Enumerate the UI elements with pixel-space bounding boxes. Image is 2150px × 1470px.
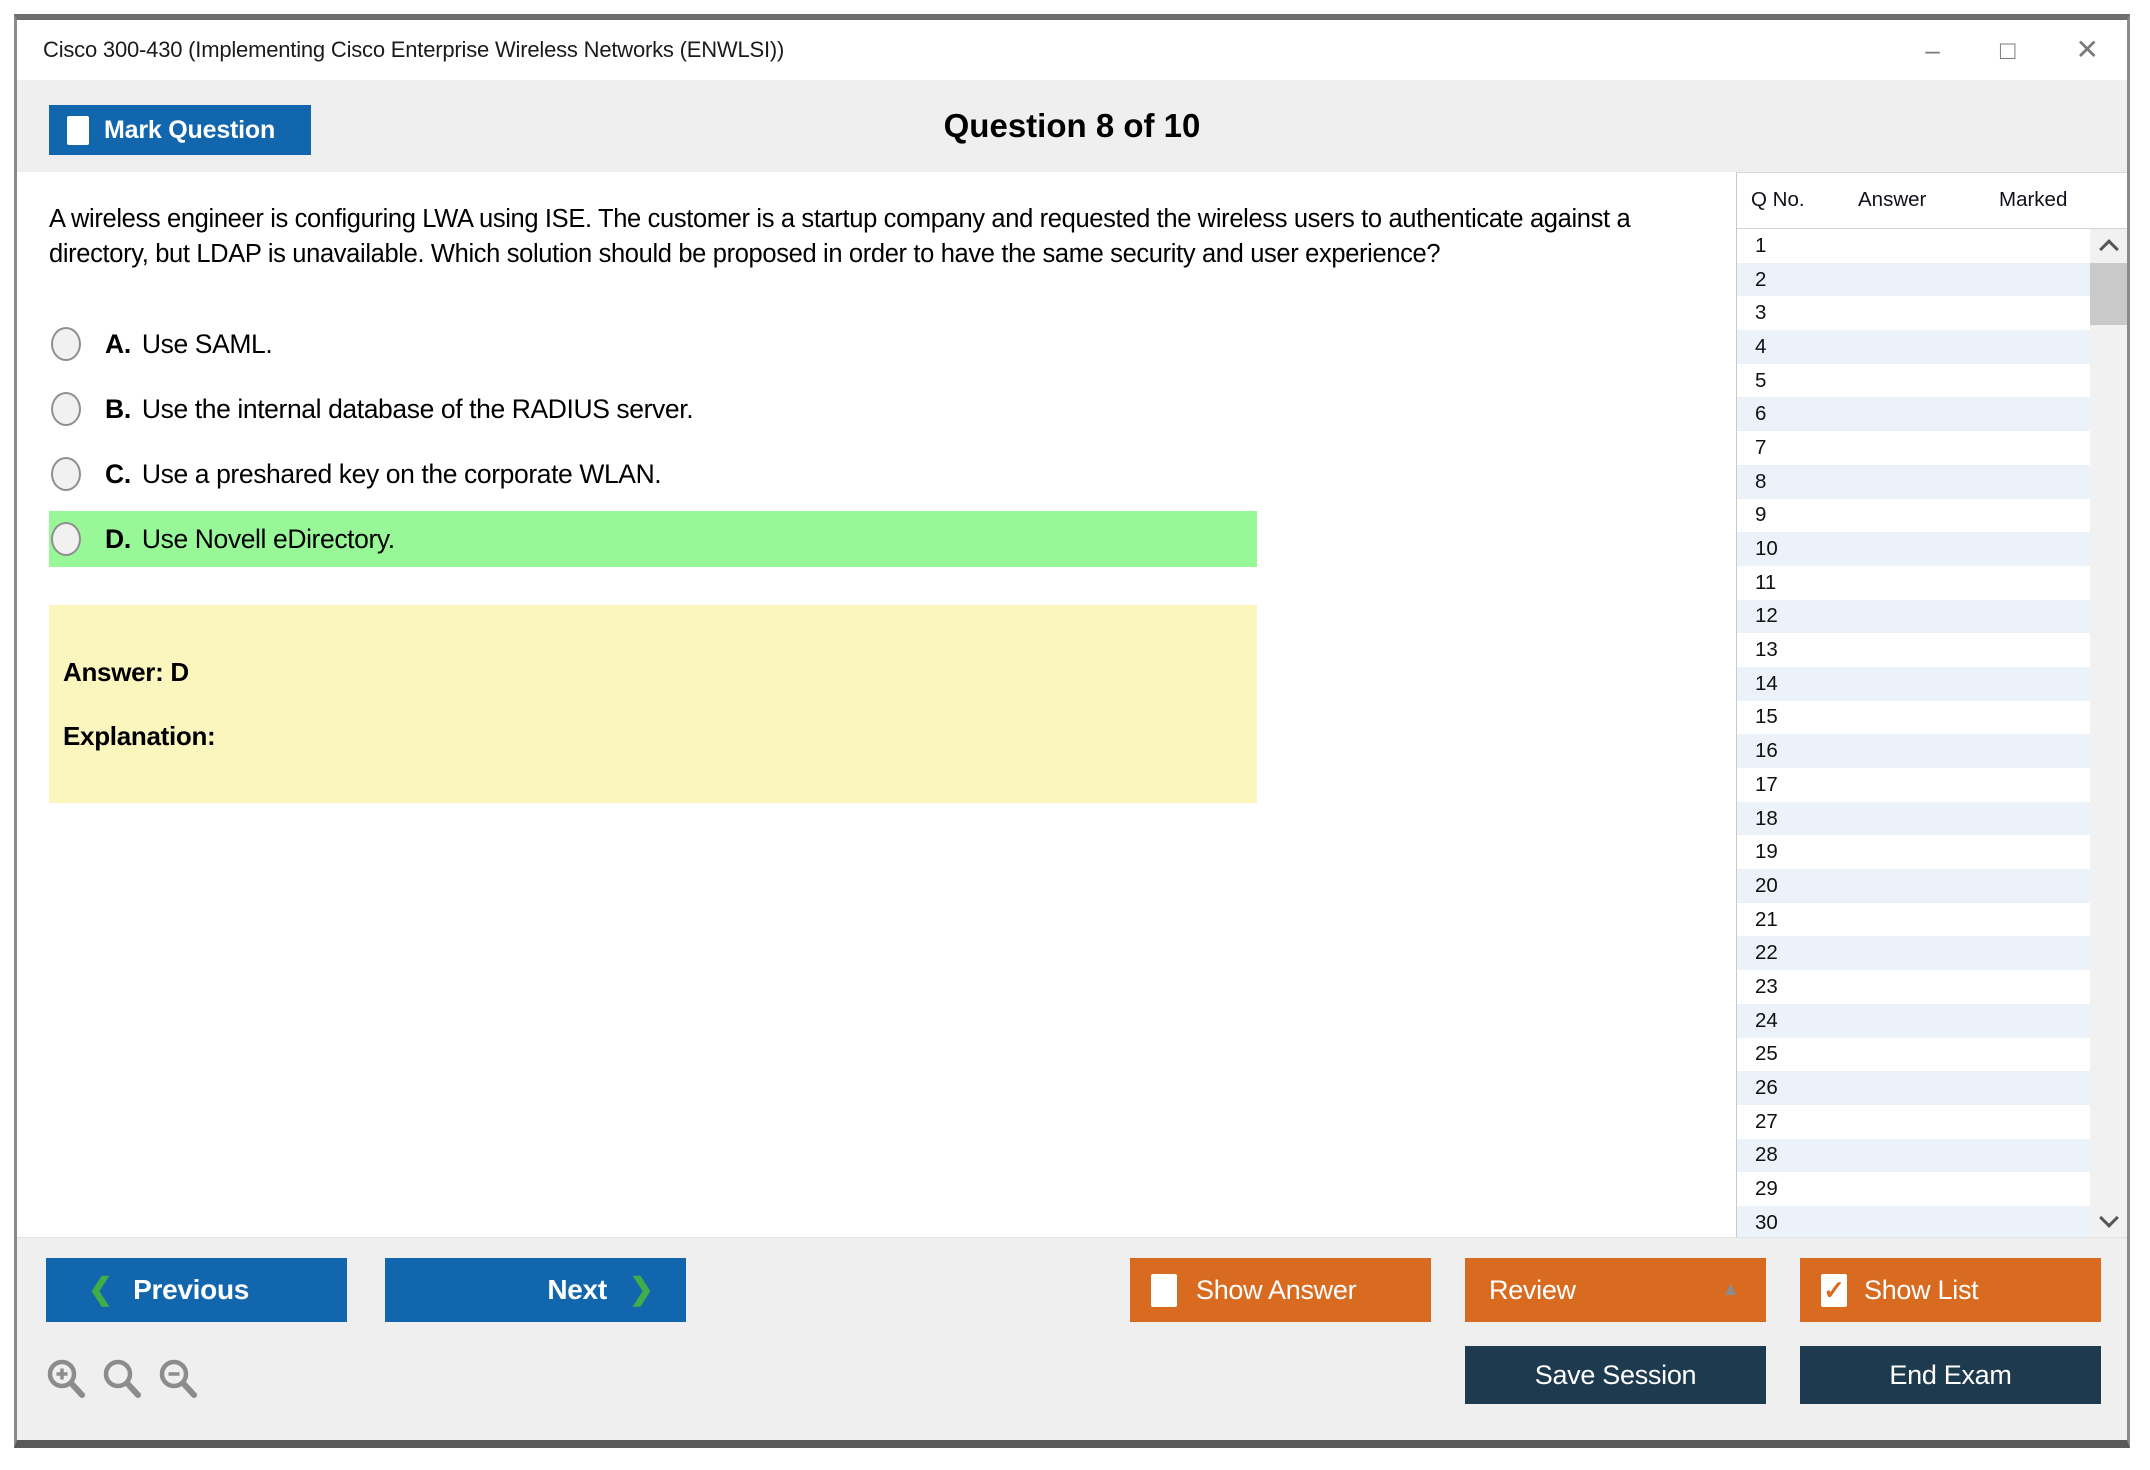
title-bar xyxy=(17,20,2127,80)
qlist-row-number: 22 xyxy=(1755,941,1778,965)
qlist-row[interactable] xyxy=(1737,1206,2090,1237)
footer-bar xyxy=(17,1237,2127,1440)
next-label: Next xyxy=(547,1274,607,1305)
next-button[interactable] xyxy=(385,1258,686,1322)
option-d[interactable] xyxy=(49,511,1257,567)
qlist-row-number: 14 xyxy=(1755,671,1778,695)
qlist-row-number: 26 xyxy=(1755,1076,1778,1100)
qlist-row-number: 25 xyxy=(1755,1042,1778,1066)
show-list-checkbox-icon[interactable]: ✓ xyxy=(1821,1274,1847,1307)
close-icon[interactable]: ✕ xyxy=(2075,34,2099,65)
review-label: Review xyxy=(1489,1274,1576,1305)
question-counter: Question 8 of 10 xyxy=(943,107,1201,144)
qlist-row[interactable] xyxy=(1737,296,2090,330)
qlist-row-number: 11 xyxy=(1755,570,1777,594)
minimize-icon[interactable]: – xyxy=(1925,35,1940,65)
qlist-row-number: 30 xyxy=(1755,1210,1778,1234)
qlist-row[interactable] xyxy=(1737,1004,2090,1038)
qlist-row[interactable] xyxy=(1737,936,2090,970)
qlist-row[interactable] xyxy=(1737,229,2090,263)
save-session-button[interactable]: Save Session xyxy=(1465,1346,1766,1404)
scrollbar-thumb[interactable] xyxy=(2090,263,2127,325)
qlist-row-number: 9 xyxy=(1755,503,1767,527)
mark-question-label: Mark Question xyxy=(104,115,276,144)
triangle-up-icon: ▲ xyxy=(1721,1279,1740,1300)
previous-label: Previous xyxy=(133,1274,250,1305)
qlist-row[interactable] xyxy=(1737,532,2090,566)
qlist-row-number: 15 xyxy=(1755,705,1778,729)
option-text: Use SAML. xyxy=(141,328,273,359)
qlist-row-number: 20 xyxy=(1755,873,1778,897)
scroll-down-button[interactable] xyxy=(2090,1203,2127,1237)
zoom-out-icon[interactable] xyxy=(155,1356,201,1402)
qlist-row[interactable] xyxy=(1737,734,2090,768)
option-letter: A. xyxy=(105,328,131,359)
qlist-row-number: 7 xyxy=(1755,435,1767,459)
window-controls xyxy=(1925,34,2099,65)
qlist-row-number: 2 xyxy=(1755,267,1767,291)
qlist-row[interactable] xyxy=(1737,499,2090,533)
qlist-row-number: 4 xyxy=(1755,334,1767,358)
qlist-row[interactable] xyxy=(1737,1105,2090,1139)
chevron-left-icon: ❮ xyxy=(88,1273,114,1306)
qlist-row-number: 13 xyxy=(1755,638,1778,662)
exam-window xyxy=(14,14,2130,1448)
radio-icon[interactable] xyxy=(51,392,81,426)
qlist-row-number: 27 xyxy=(1755,1109,1778,1133)
qlist-row[interactable] xyxy=(1737,330,2090,364)
option-letter: C. xyxy=(105,458,131,489)
option-a[interactable] xyxy=(49,316,1257,372)
qlist-row-number: 5 xyxy=(1755,368,1767,392)
show-answer-button[interactable] xyxy=(1130,1258,1431,1322)
qlist-row[interactable] xyxy=(1737,566,2090,600)
option-text: Use the internal database of the RADIUS server. xyxy=(141,393,694,424)
qlist-row[interactable] xyxy=(1737,667,2090,701)
zoom-in-icon[interactable] xyxy=(43,1356,89,1402)
qlist-row[interactable] xyxy=(1737,1071,2090,1105)
option-letter: D. xyxy=(105,523,131,554)
option-text: Use a preshared key on the corporate WLAN. xyxy=(141,458,662,489)
qlist-row-number: 21 xyxy=(1755,907,1778,931)
maximize-icon[interactable]: □ xyxy=(1999,35,2016,65)
qlist-row-number: 6 xyxy=(1755,402,1767,426)
qlist-row-number: 8 xyxy=(1755,469,1767,493)
question-list-scrollbar[interactable] xyxy=(2090,229,2127,1237)
column-qno: Q No. xyxy=(1751,188,1805,211)
qlist-row-number: 19 xyxy=(1755,840,1778,864)
show-answer-label: Show Answer xyxy=(1196,1274,1357,1305)
qlist-row-number: 28 xyxy=(1755,1143,1778,1167)
qlist-row[interactable] xyxy=(1737,364,2090,398)
mark-question-checkbox-icon[interactable] xyxy=(67,116,89,145)
option-c[interactable] xyxy=(49,446,1257,502)
question-text: A wireless engineer is configuring LWA using ISE. The customer is a startup company and requested the wireless users to authenticate against a directory, but LDAP is unavailable. Which solution should be proposed in order to have the same security and user experience? xyxy=(49,205,1631,268)
qlist-row[interactable] xyxy=(1737,1172,2090,1206)
qlist-row[interactable] xyxy=(1737,1139,2090,1173)
qlist-row[interactable] xyxy=(1737,903,2090,937)
magnifier-icon[interactable] xyxy=(99,1356,145,1402)
option-letter: B. xyxy=(105,393,131,424)
end-exam-button[interactable]: End Exam xyxy=(1800,1346,2101,1404)
qlist-row-number: 29 xyxy=(1755,1177,1778,1201)
options-list xyxy=(49,316,1716,567)
radio-icon[interactable] xyxy=(51,327,81,361)
qlist-row-number: 12 xyxy=(1755,604,1778,628)
qlist-row[interactable] xyxy=(1737,600,2090,634)
scroll-up-button[interactable] xyxy=(2090,229,2127,263)
window-title: Cisco 300-430 (Implementing Cisco Enterprise Wireless Networks (ENWLSI)) xyxy=(43,37,785,62)
answer-label: Answer: D xyxy=(63,657,189,687)
qlist-row[interactable] xyxy=(1737,263,2090,297)
radio-icon[interactable] xyxy=(51,457,81,491)
chevron-right-icon: ❯ xyxy=(628,1273,654,1306)
zoom-controls xyxy=(43,1356,201,1402)
column-answer: Answer xyxy=(1858,188,1927,211)
question-list-wrap xyxy=(1737,229,2127,1237)
qlist-row[interactable] xyxy=(1737,397,2090,431)
question-panel xyxy=(17,172,1736,1237)
review-button[interactable] xyxy=(1465,1258,1766,1322)
option-b[interactable] xyxy=(49,381,1257,437)
show-answer-checkbox-icon[interactable] xyxy=(1151,1274,1177,1307)
qlist-row[interactable] xyxy=(1737,970,2090,1004)
question-list-body xyxy=(1737,229,2090,1237)
qlist-row[interactable] xyxy=(1737,465,2090,499)
explanation-label: Explanation: xyxy=(63,721,216,751)
qlist-row[interactable] xyxy=(1737,869,2090,903)
chevron-up-icon xyxy=(2099,239,2119,259)
header-band xyxy=(17,80,2127,172)
answer-explanation-panel xyxy=(49,605,1257,803)
chevron-down-icon xyxy=(2099,1208,2119,1228)
column-marked: Marked xyxy=(1999,188,2068,211)
qlist-row-number: 24 xyxy=(1755,1008,1778,1032)
qlist-row[interactable] xyxy=(1737,768,2090,802)
show-list-label: Show List xyxy=(1864,1274,1979,1305)
qlist-row[interactable] xyxy=(1737,835,2090,869)
qlist-row[interactable] xyxy=(1737,633,2090,667)
mark-question-button[interactable] xyxy=(49,105,311,155)
qlist-row[interactable] xyxy=(1737,802,2090,836)
question-list-header xyxy=(1737,173,2127,229)
qlist-row-number: 16 xyxy=(1755,739,1778,763)
radio-icon[interactable] xyxy=(51,522,81,556)
option-text: Use Novell eDirectory. xyxy=(141,523,395,554)
qlist-row-number: 23 xyxy=(1755,974,1778,998)
qlist-row[interactable] xyxy=(1737,431,2090,465)
qlist-row-number: 3 xyxy=(1755,301,1767,325)
qlist-row-number: 10 xyxy=(1755,537,1778,561)
show-list-button[interactable] xyxy=(1800,1258,2101,1322)
qlist-row[interactable] xyxy=(1737,1038,2090,1072)
qlist-row[interactable] xyxy=(1737,701,2090,735)
qlist-row-number: 18 xyxy=(1755,806,1778,830)
qlist-row-number: 17 xyxy=(1755,772,1778,796)
question-list-sidebar xyxy=(1736,172,2127,1237)
previous-button[interactable] xyxy=(46,1258,347,1322)
qlist-row-number: 1 xyxy=(1755,233,1767,257)
content-area xyxy=(17,172,2127,1237)
